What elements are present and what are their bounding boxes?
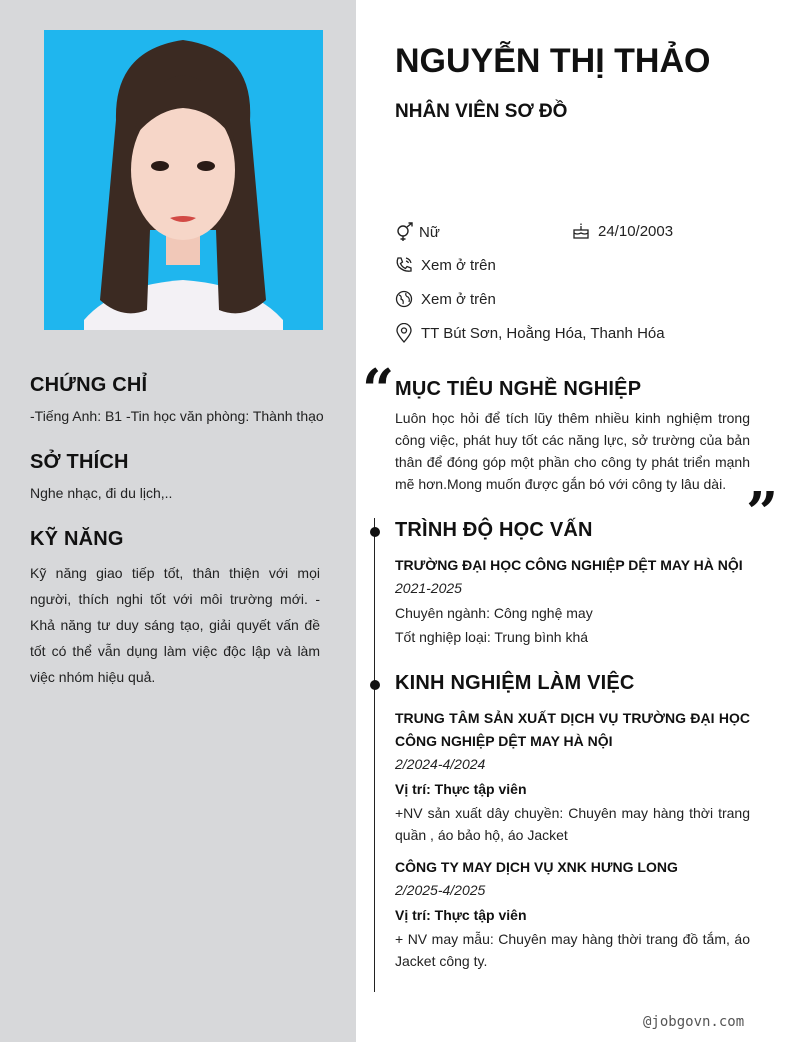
birthdate-value: 24/10/2003	[598, 222, 674, 240]
open-quote-icon: “	[362, 357, 395, 423]
candidate-name: NGUYỄN THỊ THẢO	[395, 42, 711, 80]
phone-row	[395, 256, 496, 274]
skills-title: KỸ NĂNG	[30, 528, 124, 550]
certificates-text: -Tiếng Anh: B1 -Tin học văn phòng: Thành thạo	[30, 408, 324, 424]
job-1-description: +NV sản xuất dây chuyền: Chuyên may hàng thời trang quần , áo bảo hộ, áo Jacket	[395, 805, 750, 843]
experience-title: KINH NGHIỆM LÀM VIỆC	[395, 672, 635, 694]
gender-icon	[395, 222, 415, 242]
job-title: NHÂN VIÊN SƠ ĐỒ	[395, 101, 568, 122]
hobbies-title: SỞ THÍCH	[30, 451, 129, 473]
certificates-title: CHỨNG CHỈ	[30, 374, 148, 396]
job-1-position: Vị trí: Thực tập viên	[395, 781, 527, 797]
timeline-dot-education	[370, 527, 380, 537]
objective-title: MỤC TIÊU NGHỀ NGHIỆP	[395, 378, 642, 400]
gender-row	[395, 222, 440, 242]
objective-text: Luôn học hỏi để tích lũy thêm nhiều kinh nghiệm trong công việc, phát huy tốt các năng lực, sở trường của bản thân để đóng góp một phần cho công ty phát triển mạnh mẽ hơn.Mong muốn được gắn bó với công ty lâu dài.	[395, 410, 750, 492]
job-2-description: + NV may mẫu: Chuyên may hàng thời trang đồ tắm, áo Jacket công ty.	[395, 931, 750, 969]
address-value: TT Bút Sơn, Hoằng Hóa, Thanh Hóa	[421, 324, 665, 342]
birthdate-row	[572, 222, 673, 240]
gender-value: Nữ	[419, 223, 440, 241]
job-2-period: 2/2025-4/2025	[395, 882, 486, 898]
education-major: Chuyên ngành: Công nghệ may	[395, 605, 593, 621]
hobbies-text: Nghe nhạc, đi du lịch,..	[30, 485, 173, 501]
birthday-cake-icon	[572, 222, 590, 240]
profile-photo	[44, 30, 323, 330]
skills-text: Kỹ năng giao tiếp tốt, thân thiện với mọi người, thích nghi tốt với môi trường mới. - Khả năng tư duy sáng tạo, giải quyết vấn đề tốt có thể vẫn dụng làm việc độc lập và làm việc nhóm hiệu quả.	[30, 565, 320, 685]
education-title: TRÌNH ĐỘ HỌC VẤN	[395, 519, 593, 541]
phone-icon	[395, 256, 413, 274]
timeline-line	[374, 518, 375, 992]
job-2-company: CÔNG TY MAY DỊCH VỤ XNK HƯNG LONG	[395, 859, 678, 875]
globe-icon	[395, 290, 413, 308]
phone-value: Xem ở trên	[421, 256, 496, 274]
email-value: Xem ở trên	[421, 290, 496, 308]
location-pin-icon	[395, 323, 413, 343]
address-row	[395, 323, 665, 343]
education-period: 2021-2025	[395, 580, 462, 596]
education-grade: Tốt nghiệp loại: Trung bình khá	[395, 629, 589, 645]
close-quote-icon: ”	[746, 480, 779, 546]
email-row	[395, 290, 496, 308]
timeline-dot-experience	[370, 680, 380, 690]
school-name: TRƯỜNG ĐẠI HỌC CÔNG NGHIỆP DỆT MAY HÀ NỘI	[395, 557, 743, 573]
job-1-period: 2/2024-4/2024	[395, 756, 486, 772]
job-1-company: TRUNG TÂM SẢN XUẤT DỊCH VỤ TRƯỜNG ĐẠI HỌC CÔNG NGHIỆP DỆT MAY HÀ NỘI	[395, 710, 750, 749]
job-2-position: Vị trí: Thực tập viên	[395, 907, 527, 923]
footer-watermark: @jobgovn.com	[643, 1014, 745, 1030]
